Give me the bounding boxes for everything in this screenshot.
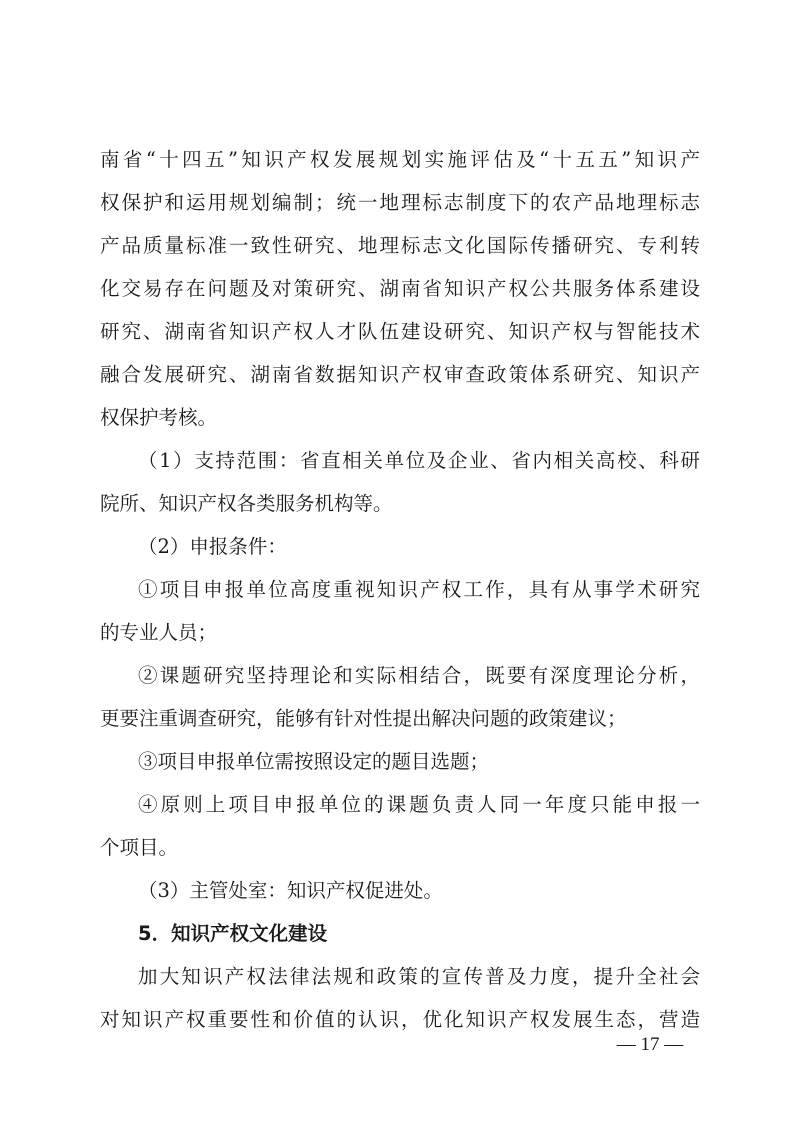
application-conditions-label: （2）申报条件：	[138, 535, 287, 558]
body-text-line: 融合发展研究、湖南省数据知识产权审查政策体系研究、知识产	[100, 363, 700, 386]
support-scope-line: 院所、知识产权各类服务机构等。	[100, 492, 393, 515]
condition-item-1-cont: 的专业人员；	[100, 621, 218, 644]
section-heading: 5．知识产权文化建设	[138, 922, 328, 945]
condition-item-4: ④原则上项目申报单位的课题负责人同一年度只能申报一	[138, 793, 700, 816]
condition-item-3: ③项目申报单位需按照设定的题目选题；	[138, 750, 490, 773]
body-text-line: 权保护考核。	[100, 406, 218, 429]
condition-item-1: ①项目申报单位高度重视知识产权工作，具有从事学术研究	[138, 578, 700, 601]
body-text-line: 加大知识产权法律法规和政策的宣传普及力度，提升全社会	[138, 965, 700, 988]
condition-item-2-cont: 更要注重调查研究，能够有针对性提出解决问题的政策建议；	[100, 707, 627, 730]
page-number: — 17 —	[616, 1034, 684, 1055]
body-text-line: 研究、湖南省知识产权人才队伍建设研究、知识产权与智能技术	[100, 320, 700, 343]
body-text-line: 南省“十四五”知识产权发展规划实施评估及“十五五”知识产	[100, 148, 700, 171]
responsible-office-line: （3）主管处室：知识产权促进处。	[138, 879, 443, 902]
condition-item-2: ②课题研究坚持理论和实际相结合，既要有深度理论分析，	[138, 664, 700, 687]
body-text-line: 权保护和运用规划编制；统一地理标志制度下的农产品地理标志	[100, 191, 700, 214]
body-text-line: 产品质量标准一致性研究、地理标志文化国际传播研究、专利转	[100, 234, 700, 257]
support-scope-line: （1）支持范围：省直相关单位及企业、省内相关高校、科研	[138, 449, 700, 472]
condition-item-4-cont: 个项目。	[100, 836, 179, 859]
body-text-line: 化交易存在问题及对策研究、湖南省知识产权公共服务体系建设	[100, 277, 700, 300]
body-text-line: 对知识产权重要性和价值的认识，优化知识产权发展生态，营造	[100, 1008, 700, 1031]
